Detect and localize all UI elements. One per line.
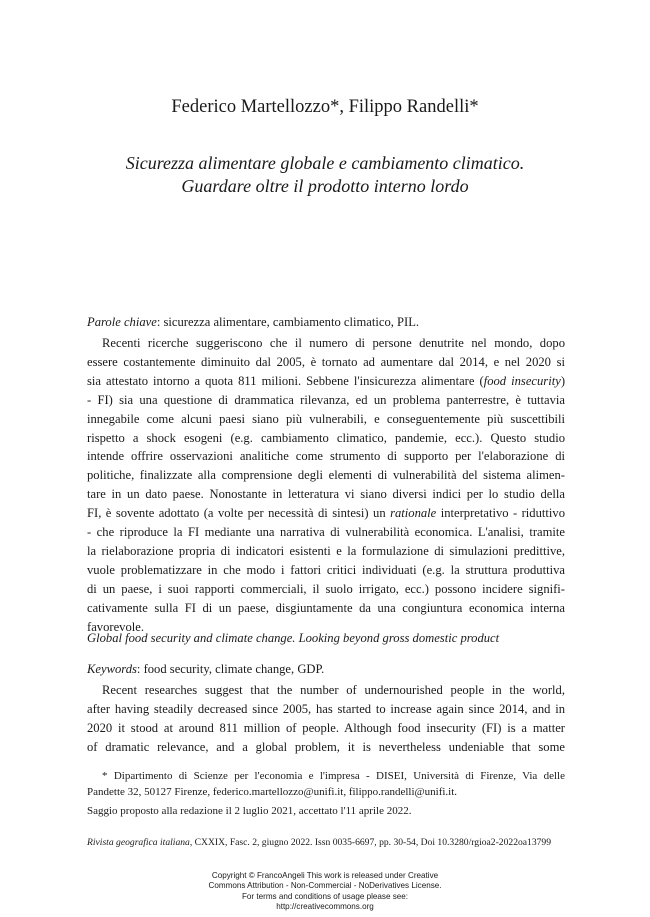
keywords-en-label: Keywords xyxy=(87,662,137,676)
citation-details: , CXXIX, Fasc. 2, giugno 2022. Issn 0035-6697, pp. 30-54, Doi 10.3280/rgioa2-2022oa13799 xyxy=(189,837,552,848)
abstract-en-line: of dramatic relevance, and a global problem, it is nevertheless undeniable that some xyxy=(87,739,565,754)
keywords-it-label: Parole chiave xyxy=(87,315,157,329)
abstract-it-line: tare in un dato paese. Nonostante in letteratura vi siano diversi indici per lo studio della xyxy=(87,487,565,502)
abstract-it-line: sia attestato intorno a quota 811 milioni. Sebbene l'insicurezza alimentare ( xyxy=(87,373,484,388)
received-accepted-note: Saggio proposto alla redazione il 2 luglio 2021, accettato l'11 aprile 2022. xyxy=(87,805,412,817)
copyright-notice xyxy=(0,871,650,913)
abstract-it-line: FI, è sovente adottato (a volte per necessità di sintesi) un xyxy=(87,506,391,521)
keywords-en xyxy=(87,660,565,679)
abstract-it-line: favorevole. xyxy=(87,619,144,634)
abstract-it-line: - che riproduce la FI mediante una narrativa di vulnerabilità economica. L'analisi, tramite xyxy=(87,525,565,540)
abstract-it-line: - FI) sia una questione di drammatica rilevanza, ed un problema panterrestre, è tuttavia xyxy=(87,392,565,407)
keywords-it xyxy=(87,313,565,332)
abstract-it-line: politiche, finalizzate alla comprensione degli elementi di vulnerabilità del sistema alimen- xyxy=(87,468,565,483)
copyright-line: Copyright © FrancoAngeli This work is released under Creative xyxy=(211,871,439,880)
abstract-en-line: 2020 it stood at around 811 million of people. Although food insecurity (FI) is a matter xyxy=(87,720,565,735)
keywords-it-text: : sicurezza alimentare, cambiamento climatico, PIL. xyxy=(156,315,420,329)
journal-name: Rivista geografica italiana xyxy=(87,837,190,848)
copyright-line: For terms and conditions of usage please see: xyxy=(241,891,409,901)
food-insecurity-term: food insecurity xyxy=(483,373,561,388)
abstract-en-line: after having steadily decreased since 2005, has started to increase again since 2014, and in xyxy=(87,701,565,716)
abstract-it-line: interpretativo - riduttivo xyxy=(436,506,565,521)
article-title-line-2: Guardare oltre il prodotto interno lordo xyxy=(181,176,469,196)
english-title xyxy=(87,629,565,648)
authors: Federico Martellozzo*, Filippo Randelli* xyxy=(171,97,479,117)
abstract-it-line: innegabile come alcuni paesi siano più vulnerabili, e conseguentemente più suscettibili xyxy=(87,411,565,426)
keywords-en-text: : food security, climate change, GDP. xyxy=(136,662,325,676)
abstract-en-line: Recent researches suggest that the number of undernourished people in the world, xyxy=(102,683,565,697)
abstract-it-line: la rielaborazione propria di indicatori esistenti e la formulazione di simulazioni predittive, xyxy=(87,543,565,558)
creative-commons-link[interactable]: http://creativecommons.org xyxy=(276,902,374,912)
abstract-it-line: essere costantemente diminuito dal 2005, è tornato ad aumentare dal 2014, e nel 2020 si xyxy=(87,354,565,369)
article-title-line-1: Sicurezza alimentare globale e cambiamento climatico. xyxy=(125,153,525,173)
footnote-line: * Dipartimento di Scienze per l'economia e l'impresa - DISEI, Università di Firenze, Via delle xyxy=(102,770,565,782)
abstract-en xyxy=(87,681,565,757)
author-affiliation-footnote xyxy=(87,768,565,800)
copyright-line: Commons Attribution - Non-Commercial - NoDerivatives License. xyxy=(208,881,442,891)
abstract-it-line: Recenti ricerche suggeriscono che il numero di persone denutrite nel mondo, dopo xyxy=(102,336,565,350)
abstract-it-line: intende offrire osservazioni analitiche come strumento di supporto per l'elaborazione di xyxy=(87,449,565,464)
abstract-it-line: vuole problematizzare in che modo i fattori critici individuati (e.g. la struttura produttiva xyxy=(87,562,565,577)
abstract-it-line: di un paese, i suoi rapporti commerciali, il suolo irrigato, ecc.) possono incidere signifi- xyxy=(87,581,565,596)
abstract-it-line: rispetto a shock esogeni (e.g. cambiamento climatico, pandemie, ecc.). Questo studio xyxy=(87,430,565,445)
english-title-text: Global food security and climate change. Looking beyond gross domestic product xyxy=(87,631,500,645)
abstract-it: Recenti ricerche suggeriscono che il numero di persone denutrite nel mondo, dopo essere costantemente diminuito dal 2005, è tornato ad aumentare dal 2014, e nel 2020 si sia attestato intorno a quota 811 milioni. Sebbene l'insicurezza alimentare (food insecurity) - FI) sia una questione di drammatica rilevanza, ed un problema panterrestre, è tuttavia innegabile come alcuni paesi siano più vulnerabili, e conseguentemente più suscettibili rispetto a shock esogeni (e.g. cambiamento climatico, pandemie, ecc.). Questo studio intende offrire osservazioni analitiche come strumento di supporto per l'elaborazione di politiche, finalizzate alla comprensione degli elementi di vulnerabilità del sistema alimen- tare in un dato paese. Nonostante in letteratura vi siano diversi indici per lo studio della FI, è sovente adottato (a volte per necessità di sintesi) un rationale interpretativo - riduttivo - che riproduce la FI mediante una narrativa di vulnerabilità economica. L'analisi, tramite la rielaborazione propria di indicatori esistenti e la formulazione di simulazioni predittive, vuole problematizzare in che modo i fattori critici individuati (e.g. la struttura produttiva di un paese, i suoi rapporti commerciali, il suolo irrigato, ecc.) possono incidere signifi- cativamente sulla FI di un paese, disgiuntamente da una congiuntura economica interna favorevole. xyxy=(87,336,566,634)
footnote-line: Pandette 32, 50127 Firenze, federico.martellozzo@unifi.it, filippo.randelli@unifi.it. xyxy=(87,786,458,798)
journal-citation xyxy=(87,837,565,848)
abstract-it-line: cativamente sulla FI di un paese, disgiuntamente da una congiuntura economica interna xyxy=(87,600,565,615)
rationale-term: rationale xyxy=(390,506,437,521)
